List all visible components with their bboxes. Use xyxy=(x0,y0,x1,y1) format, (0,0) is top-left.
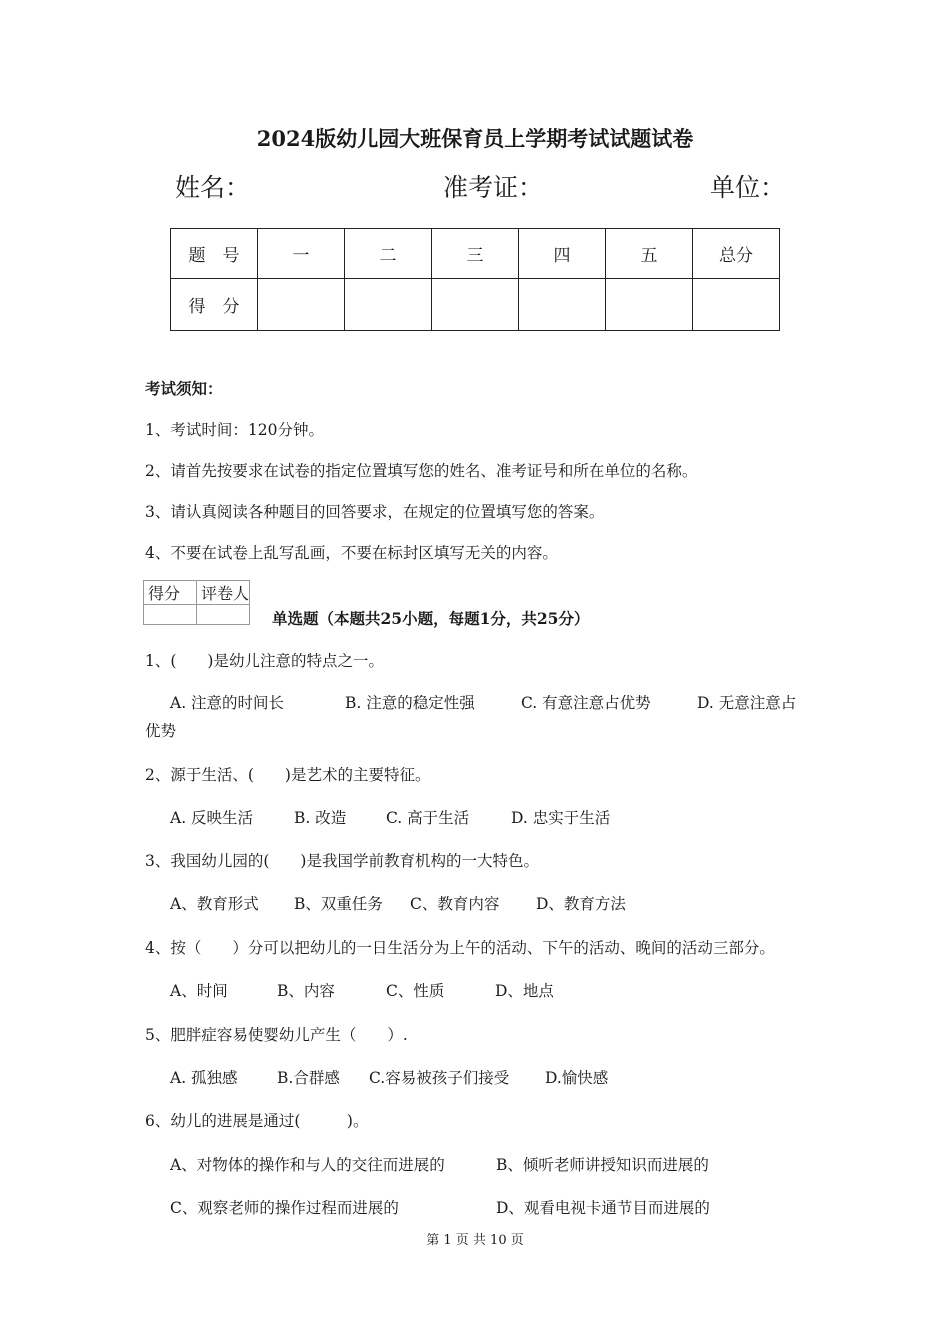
option: B. 改造 xyxy=(294,809,347,827)
option: A、时间 xyxy=(170,982,228,1000)
notice-item: 3、请认真阅读各种题目的回答要求，在规定的位置填写您的答案。 xyxy=(145,503,605,521)
score-header-5: 五 xyxy=(606,229,693,279)
notice-heading: 考试须知： xyxy=(145,379,223,398)
question-stem: 2、源于生活、( )是艺术的主要特征。 xyxy=(145,766,431,784)
option: B、双重任务 xyxy=(294,895,383,913)
option: A、教育形式 xyxy=(170,895,259,913)
grader-table xyxy=(143,580,250,625)
option: D、地点 xyxy=(495,982,554,1000)
page-footer: 第 1 页 共 10 页 xyxy=(426,1233,524,1248)
grader-reviewer-cell[interactable] xyxy=(197,605,250,625)
option: D、教育方法 xyxy=(536,895,626,913)
score-header-label: 题 号 xyxy=(171,229,258,279)
option: D. 忠实于生活 xyxy=(511,809,611,827)
score-cell[interactable] xyxy=(345,279,432,331)
option: B.合群感 xyxy=(277,1069,340,1087)
score-cell[interactable] xyxy=(606,279,693,331)
section-heading: 单选题（本题共25小题，每题1分，共25分） xyxy=(272,609,590,628)
grader-score-label: 得分 xyxy=(144,581,197,605)
grader-score-cell[interactable] xyxy=(144,605,197,625)
question-stem: 6、幼儿的进展是通过( )。 xyxy=(145,1112,369,1130)
option: C. 有意注意占优势 xyxy=(521,694,651,712)
score-header-3: 三 xyxy=(432,229,519,279)
name-label: 姓名： xyxy=(175,173,251,202)
score-header-2: 二 xyxy=(345,229,432,279)
option: B、倾听老师讲授知识而进展的 xyxy=(496,1156,709,1174)
unit-label: 单位： xyxy=(710,173,786,202)
option: D. 无意注意占 xyxy=(697,694,797,712)
notice-item: 1、考试时间：120分钟。 xyxy=(145,421,324,439)
option-continuation: 优势 xyxy=(145,722,177,740)
score-cell[interactable] xyxy=(432,279,519,331)
document-title: 2024版幼儿园大班保育员上学期考试试题试卷 xyxy=(256,126,694,151)
option: C、教育内容 xyxy=(410,895,500,913)
question-stem: 1、( )是幼儿注意的特点之一。 xyxy=(145,652,384,670)
question-stem: 3、我国幼儿园的( )是我国学前教育机构的一大特色。 xyxy=(145,852,539,870)
option: A. 反映生活 xyxy=(170,809,254,827)
option: B、内容 xyxy=(277,982,335,1000)
grader-reviewer-label: 评卷人 xyxy=(197,581,250,605)
option: B. 注意的稳定性强 xyxy=(345,694,475,712)
score-header-4: 四 xyxy=(519,229,606,279)
notice-item: 2、请首先按要求在试卷的指定位置填写您的姓名、准考证号和所在单位的名称。 xyxy=(145,462,698,480)
score-header-total: 总分 xyxy=(693,229,780,279)
score-table xyxy=(170,228,780,331)
score-header-1: 一 xyxy=(258,229,345,279)
option: C、性质 xyxy=(386,982,445,1000)
option: C.容易被孩子们接受 xyxy=(369,1069,510,1087)
option: C、观察老师的操作过程而进展的 xyxy=(170,1199,399,1217)
option: A. 孤独感 xyxy=(170,1069,238,1087)
option: C. 高于生活 xyxy=(386,809,470,827)
option: A. 注意的时间长 xyxy=(170,694,285,712)
question-stem: 5、肥胖症容易使婴幼儿产生（ ）. xyxy=(145,1026,408,1044)
option: D.愉快感 xyxy=(545,1069,609,1087)
notice-item: 4、不要在试卷上乱写乱画，不要在标封区填写无关的内容。 xyxy=(145,544,558,562)
score-cell[interactable] xyxy=(519,279,606,331)
option: D、观看电视卡通节目而进展的 xyxy=(496,1199,710,1217)
option: A、对物体的操作和与人的交往而进展的 xyxy=(170,1156,445,1174)
score-cell[interactable] xyxy=(258,279,345,331)
score-row-label: 得 分 xyxy=(171,279,258,331)
score-cell[interactable] xyxy=(693,279,780,331)
question-stem: 4、按（ ）分可以把幼儿的一日生活分为上午的活动、下午的活动、晚间的活动三部分。 xyxy=(145,939,775,957)
exam-id-label: 准考证： xyxy=(443,173,544,202)
